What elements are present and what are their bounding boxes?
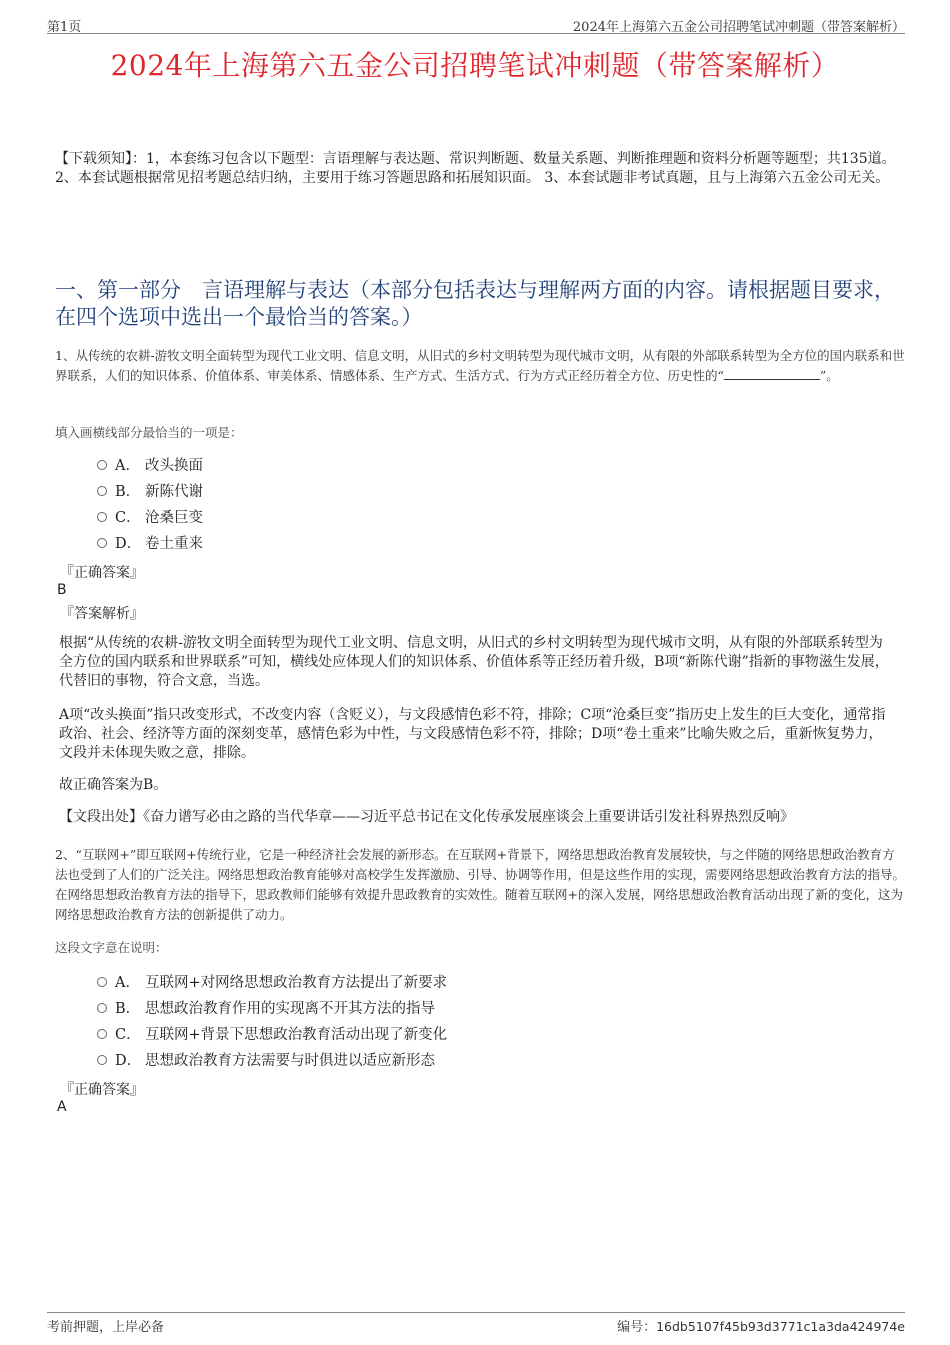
option-b[interactable]: B． 思想政治教育作用的实现离不开其方法的指导 [97, 996, 447, 1022]
question-2-options [97, 970, 447, 1074]
document-title: 2024年上海第六五金公司招聘笔试冲刺题（带答案解析） [110, 49, 840, 82]
question-1-stem: 1、从传统的农耕-游牧文明全面转型为现代工业文明、信息文明，从旧式的乡村文明转型为现代城市文明，从有限的外部联系转型为全方位的国内联系和世界联系，人们的知识体系、价值体系、审美体系、情感体系、生产方式、生活方式、行为方式正经历着全方位、历史性的“ ”。 [55, 348, 905, 383]
question-1-options [97, 453, 203, 557]
radio-icon[interactable] [97, 977, 107, 987]
page-footer [47, 1312, 905, 1333]
option-d[interactable]: D． 思想政治教育方法需要与时俱进以适应新形态 [97, 1048, 447, 1074]
analysis-paragraph-1: 根据“从传统的农耕-游牧文明全面转型为现代工业文明、信息文明，从旧式的乡村文明转型为现代城市文明，从有限的外部联系转型为全方位的国内联系和世界联系”可知，横线处应体现人们的知识体系、价值体系等正经历着升级，B项“新陈代谢”指新的事物滋生发展，代替旧的事物，符合文意，当选。 [59, 635, 889, 689]
page-header [47, 14, 905, 34]
section-heading: 一、第一部分 言语理解与表达（本部分包括表达与理解两方面的内容。请根据题目要求，在四个选项中选出一个最恰当的答案。） [55, 278, 895, 329]
page-number: 第1页 [47, 20, 82, 35]
option-b[interactable]: B． 新陈代谢 [97, 479, 203, 505]
question-2-stem: 2、“互联网+”即互联网+传统行业，它是一种经济社会发展的新形态。在互联网+背景下，网络思想政治教育发展较快，与之伴随的网络思想政治教育方法也受到了人们的广泛关注。网络思想政治教育能够对高校学生发挥激励、引导、协调等作用，但是这些作用的实现，需要网络思想政治教育方法的指导。在网络思想政治教育方法的指导下，思政教师们能够有效提升思政教育的实效性。随着互联网+的深入发展，网络思想政治教育活动出现了新的变化，这为网络思想政治教育方法的创新提供了动力。 [55, 847, 906, 922]
option-d[interactable]: D． 卷土重来 [97, 531, 203, 557]
download-notice: 【下载须知】：1，本套练习包含以下题型：言语理解与表达题、常识判断题、数量关系题、判断推理题和资料分析题等题型；共135道。 2、本套试题根据常见招考题总结归纳，主要用于练习答题思路和拓展知识面。 3、本套试题非考试真题，且与上海第六五金公司无关。 [55, 151, 896, 186]
document-code: 编号：16db5107f45b93d3771c1a3da424974e [617, 1319, 905, 1335]
correct-answer-value: A [57, 1099, 67, 1115]
option-a[interactable]: A． 改头换面 [97, 453, 203, 479]
analysis-conclusion: 故正确答案为B。 [59, 777, 168, 793]
correct-answer-label: 『正确答案』 [60, 1082, 144, 1098]
question-1-prompt: 填入画横线部分最恰当的一项是： [55, 425, 243, 440]
analysis-paragraph-2: A项“改头换面”指只改变形式，不改变内容（含贬义），与文段感情色彩不符，排除；C项“沧桑巨变”指历史上发生的巨大变化，通常指政治、社会、经济等方面的深刻变革，感情色彩为中性，与文段感情色彩不符，排除；D项“卷土重来”比喻失败之后，重新恢复势力，文段并未体现失败之意，排除。 [59, 707, 886, 761]
radio-icon[interactable] [97, 486, 107, 496]
option-a[interactable]: A． 互联网+对网络思想政治教育方法提出了新要求 [97, 970, 447, 996]
radio-icon[interactable] [97, 1003, 107, 1013]
source-citation: 【文段出处】《奋力谱写必由之路的当代华章——习近平总书记在文化传承发展座谈会上重要讲话引发社科界热烈反响》 [59, 809, 794, 825]
option-c[interactable]: C． 沧桑巨变 [97, 505, 203, 531]
correct-answer-value: B [57, 582, 67, 598]
radio-icon[interactable] [97, 538, 107, 548]
radio-icon[interactable] [97, 1029, 107, 1039]
fill-blank-line [724, 367, 820, 380]
option-c[interactable]: C． 互联网+背景下思想政治教育活动出现了新变化 [97, 1022, 447, 1048]
radio-icon[interactable] [97, 512, 107, 522]
footer-slogan: 考前押题，上岸必备 [47, 1320, 165, 1335]
question-2-prompt: 这段文字意在说明： [55, 940, 168, 955]
correct-answer-label: 『正确答案』 [60, 565, 144, 581]
radio-icon[interactable] [97, 1055, 107, 1065]
header-doc-title: 2024年上海第六五金公司招聘笔试冲刺题（带答案解析） [572, 20, 905, 35]
radio-icon[interactable] [97, 460, 107, 470]
analysis-label: 『答案解析』 [60, 606, 144, 622]
